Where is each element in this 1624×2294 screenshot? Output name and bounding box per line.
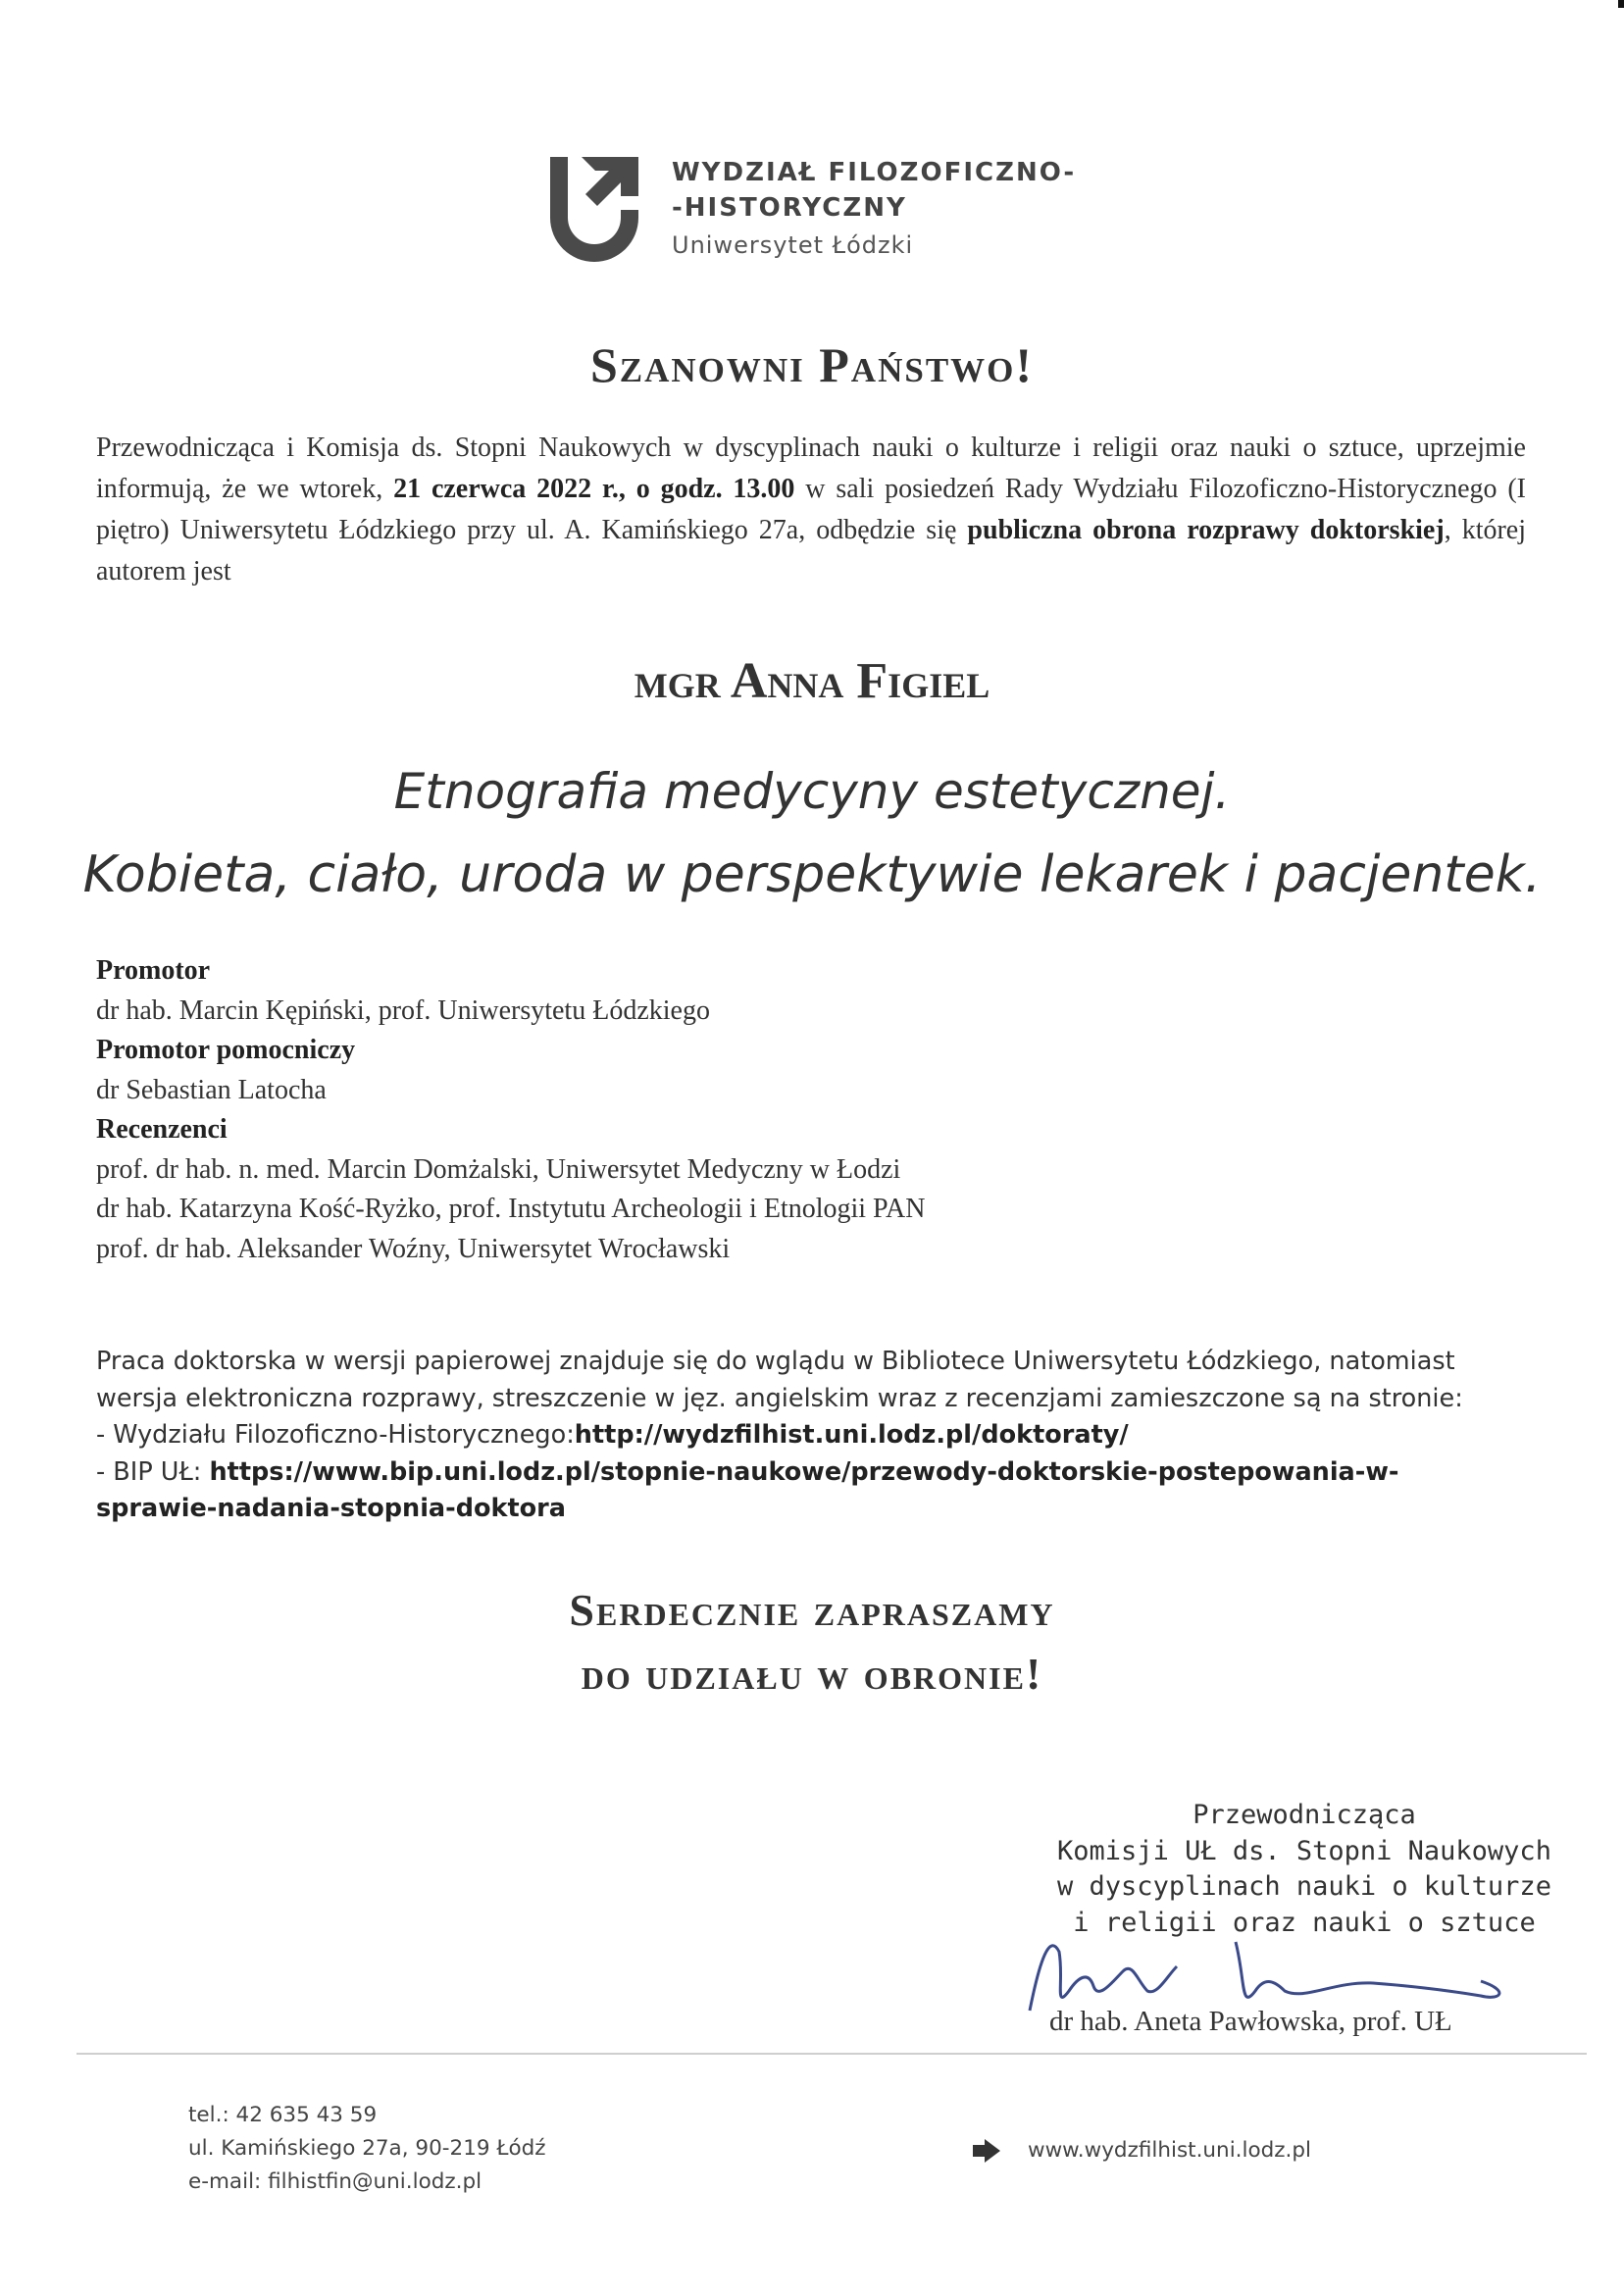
bip-link-prefix: - BIP UŁ:: [96, 1456, 210, 1487]
intro-text-3: , której autorem jest: [96, 515, 1527, 586]
committee-section: [96, 951, 1273, 1269]
greeting-heading: Szanowni Państwo!: [589, 337, 1035, 392]
scan-mark: [1618, 0, 1624, 8]
faculty-name-line1: WYDZIAŁ FILOZOFICZNO-: [672, 158, 1077, 187]
assistant-name: dr Sebastian Latocha: [96, 1074, 327, 1105]
bip-link-continued[interactable]: sprawie-nadania-stopnia-doktora: [96, 1494, 566, 1523]
faculty-link-row: [96, 1417, 1567, 1454]
info-line2: wersja elektroniczna rozprawy, streszczenie w jęz. angielskim wraz z recenzjami zamieszczone są na stronie:: [96, 1383, 1463, 1413]
promotor-name: dr hab. Marcin Kępiński, prof. Uniwersytetu Łódzkiego: [96, 994, 710, 1026]
invitation-line1: Serdecznie zapraszamy: [569, 1585, 1055, 1635]
footer-contact: [188, 2099, 546, 2199]
ul-logo-icon: [542, 149, 650, 277]
faculty-name: [672, 155, 1076, 265]
signature-line: Przewodnicząca: [1193, 1800, 1416, 1830]
signature-line: i religii oraz nauki o sztuce: [1073, 1907, 1536, 1938]
faculty-logo: [542, 149, 1091, 277]
reviewer-item: prof. dr hab. Aleksander Woźny, Uniwersytet Wrocławski: [96, 1233, 731, 1264]
intro-text-2: w sali posiedzeń Rady Wydziału Filozoficzno-Historycznego (I piętro) Uniwersytetu Łódzkiego przy ul. A. Kamińskiego 27a, odbędzie się: [96, 474, 1527, 545]
assistant-label: Promotor pomocniczy: [96, 1035, 356, 1065]
bip-link-row: [96, 1454, 1567, 1492]
footer-divider: [76, 2053, 1587, 2055]
thesis-title-line2: Kobieta, ciało, uroda w perspektywie lekarek i pacjentek.: [82, 845, 1542, 904]
signatory-name: dr hab. Aneta Pawłowska, prof. UŁ: [1049, 2006, 1452, 2037]
footer-address: ul. Kamińskiego 27a, 90-219 Łódź: [188, 2136, 546, 2161]
university-name: Uniwersytet Łódzki: [672, 231, 914, 259]
arrow-right-icon: [971, 2139, 1002, 2163]
reviewer-item: dr hab. Katarzyna Kość-Ryżko, prof. Instytutu Archeologii i Etnologii PAN: [96, 1194, 926, 1224]
bip-link[interactable]: https://www.bip.uni.lodz.pl/stopnie-naukowe/przewody-doktorskie-postepowania-w-: [209, 1456, 1399, 1487]
footer-website-row: [971, 2138, 1311, 2163]
thesis-title-line1: Etnografia medycyny estetycznej.: [393, 763, 1231, 820]
faculty-link[interactable]: http://wydzfilhist.uni.lodz.pl/doktoraty/: [574, 1420, 1129, 1450]
invitation-line2: do udziału w obronie!: [581, 1649, 1043, 1699]
footer-email[interactable]: e-mail: filhistfin@uni.lodz.pl: [188, 2169, 482, 2194]
faculty-link-prefix: - Wydziału Filozoficzno-Historycznego:: [96, 1420, 575, 1450]
promotor-label: Promotor: [96, 955, 211, 986]
faculty-name-line2: -HISTORYCZNY: [672, 193, 907, 223]
signature-block: [981, 1798, 1624, 1941]
footer-website[interactable]: www.wydzfilhist.uni.lodz.pl: [1028, 2138, 1312, 2163]
defense-date: 21 czerwca 2022 r., o godz. 13.00: [393, 474, 795, 504]
intro-paragraph: [96, 428, 1526, 592]
intro-text-1: Przewodnicząca i Komisja ds. Stopni Naukowych w dyscyplinach nauki o kulturze i religii oraz nauki o sztuce, uprzejmie informują, że we wtorek,: [96, 433, 1526, 504]
info-line1: Praca doktorska w wersji papierowej znajduje się do wglądu w Bibliotece Uniwersytetu Łódzkiego, natomiast: [96, 1347, 1455, 1376]
event-name: publiczna obrona rozprawy doktorskiej: [967, 515, 1445, 545]
signature-line: w dyscyplinach nauki o kulturze: [1057, 1871, 1551, 1902]
reviewers-label: Recenzenci: [96, 1114, 228, 1145]
info-paragraph: [96, 1344, 1567, 1528]
reviewer-item: prof. dr hab. n. med. Marcin Domżalski, Uniwersytet Medyczny w Łodzi: [96, 1153, 901, 1185]
author-name: mgr Anna Figiel: [634, 653, 990, 709]
footer-phone: tel.: 42 635 43 59: [188, 2103, 378, 2127]
signature-line: Komisji UŁ ds. Stopni Naukowych: [1057, 1835, 1551, 1866]
